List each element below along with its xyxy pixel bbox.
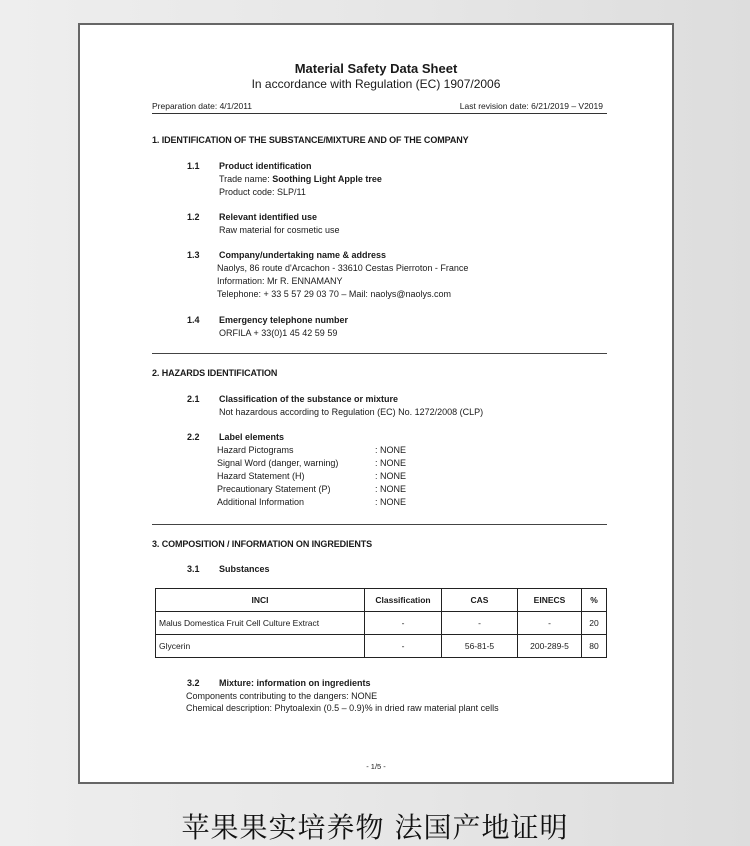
components-dangers: Components contributing to the dangers: NONE [186,691,378,701]
document-subtitle: In accordance with Regulation (EC) 1907/2006 [251,77,501,91]
chemical-description: Chemical description: Phytoalexin (0.5 – 0.9)% in dried raw material plant cells [186,703,499,713]
cell-cas: - [442,612,518,635]
label-element-row: Precautionary Statement (P) : NONE [217,484,407,494]
subsection-1-2-title: Relevant identified use [219,212,318,222]
emergency-phone: ORFILA + 33(0)1 45 42 59 59 [219,328,338,338]
composition-table [155,588,607,658]
cell-classification: - [365,635,442,658]
subsection-1-2-number: 1.2 [187,212,200,222]
subsection-3-1-title: Substances [219,564,270,574]
cell-classification: - [365,612,442,635]
subsection-3-1-number: 3.1 [187,564,200,574]
cell-inci: Malus Domestica Fruit Cell Culture Extract [156,612,365,635]
column-header-percent: % [582,589,607,612]
subsection-1-1-number: 1.1 [187,161,200,171]
subsection-1-4-title: Emergency telephone number [219,315,349,325]
table-row [156,635,607,658]
cell-percent: 20 [582,612,607,635]
document-page [78,23,674,784]
document-header-dates [152,100,607,114]
product-code: Product code: SLP/11 [219,187,306,197]
page-number: - 1/5 - [366,762,386,771]
table-header-row [156,589,607,612]
column-header-classification: Classification [365,589,442,612]
subsection-3-2-title: Mixture: information on ingredients [219,678,371,688]
company-address: Naolys, 86 route d'Arcachon - 33610 Cestas Pierroton - France [217,263,469,273]
classification-text: Not hazardous according to Regulation (EC) No. 1272/2008 (CLP) [219,407,484,417]
subsection-2-1-title: Classification of the substance or mixture [219,394,399,404]
relevant-use-text: Raw material for cosmetic use [219,225,340,235]
cell-percent: 80 [582,635,607,658]
label-element-row: Signal Word (danger, warning) : NONE [217,458,407,468]
preparation-date: Preparation date: 4/1/2011 [152,101,253,111]
column-header-cas: CAS [442,589,518,612]
cell-einecs: - [518,612,582,635]
subsection-2-1-number: 2.1 [187,394,200,404]
subsection-1-4-number: 1.4 [187,315,200,325]
section-divider [152,524,607,525]
column-header-einecs: EINECS [518,589,582,612]
image-caption: 苹果果实培养物 法国产地证明 [181,811,569,844]
section-3-title: 3. COMPOSITION / INFORMATION ON INGREDIENTS [152,539,373,549]
company-information: Information: Mr R. ENNAMANY [217,276,343,286]
company-contact: Telephone: + 33 5 57 29 03 70 – Mail: naolys@naolys.com [217,289,452,299]
subsection-1-3-title: Company/undertaking name & address [219,250,387,260]
cell-inci: Glycerin [156,635,365,658]
table-row [156,612,607,635]
subsection-3-2-number: 3.2 [187,678,200,688]
revision-date: Last revision date: 6/21/2019 – V2019 [459,101,603,111]
subsection-1-3-number: 1.3 [187,250,200,260]
label-element-row: Hazard Statement (H) : NONE [217,471,407,481]
subsection-2-2-number: 2.2 [187,432,200,442]
section-divider [152,353,607,354]
trade-name-value: Soothing Light Apple tree [272,174,382,184]
section-1-title: 1. IDENTIFICATION OF THE SUBSTANCE/MIXTURE AND OF THE COMPANY [152,135,469,145]
label-element-row: Hazard Pictograms : NONE [217,445,407,455]
cell-einecs: 200-289-5 [518,635,582,658]
cell-cas: 56-81-5 [442,635,518,658]
subsection-1-1-title: Product identification [219,161,312,171]
trade-name: Trade name: Soothing Light Apple tree [219,174,382,184]
subsection-2-2-title: Label elements [219,432,285,442]
document-title: Material Safety Data Sheet [294,61,458,76]
section-2-title: 2. HAZARDS IDENTIFICATION [152,368,278,378]
label-element-row: Additional Information : NONE [217,497,407,507]
column-header-inci: INCI [156,589,365,612]
